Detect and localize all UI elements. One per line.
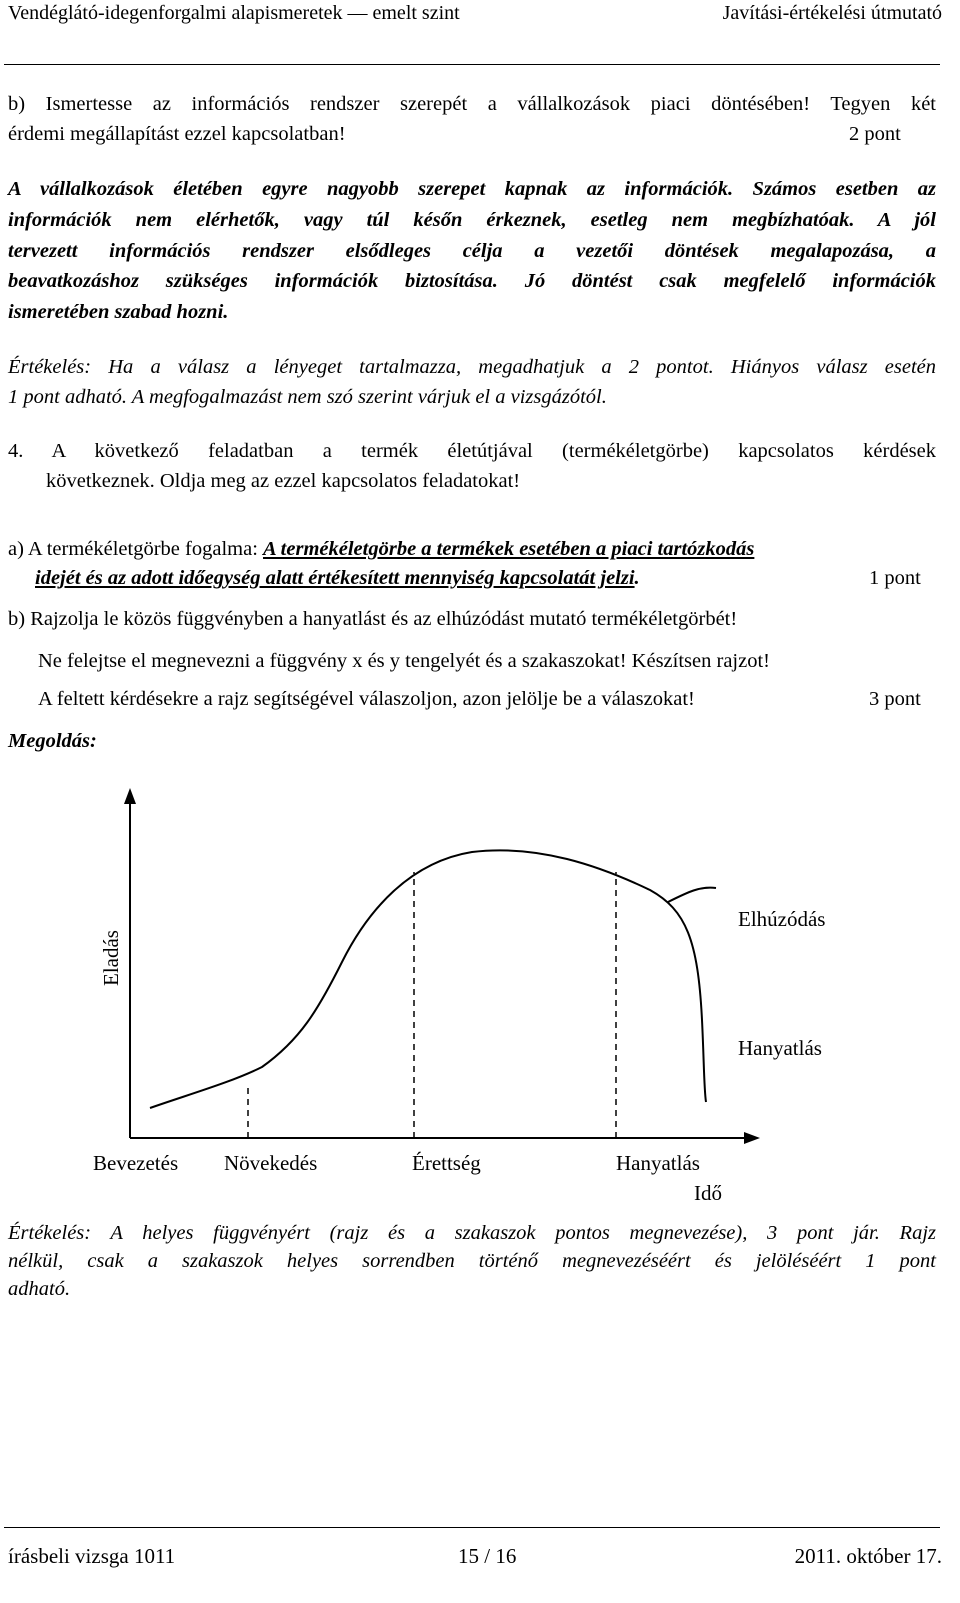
evaluation-b-line1: Értékelés: Ha a válasz a lényeget tartalmazza, megadhatjuk a 2 pontot. Hiányos válasz esetén xyxy=(8,356,936,378)
question-4a-line1 xyxy=(8,534,754,564)
question-4a-answer2-end: . xyxy=(634,567,640,589)
question-4b-line1: b) Rajzolja le közös függvényben a hanyatlást és az elhúzódást mutató termékéletgörbét! xyxy=(8,608,738,630)
footer-left: írásbeli vizsga 1011 xyxy=(8,1544,176,1568)
phase-label-growth: Növekedés xyxy=(224,1151,318,1175)
x-axis-arrow xyxy=(744,1132,760,1144)
question-4a-answer2: idejét és az adott időegység alatt értékesített mennyiség kapcsolatát jelzi xyxy=(35,567,635,589)
question-b-line1: b) Ismertesse az információs rendszer szerepét a vállalkozások piaci döntésében! Tegyen két xyxy=(8,93,936,115)
product-life-cycle-diagram xyxy=(0,780,960,1220)
question-b-line2: érdemi megállapítást ezzel kapcsolatban! xyxy=(8,123,346,145)
extension-curve xyxy=(668,888,716,902)
question-b-points: 2 pont xyxy=(849,123,901,145)
header-left: Vendéglátó-idegenforgalmi alapismeretek — emelt szint xyxy=(8,2,460,24)
decline-curve-label: Hanyatlás xyxy=(738,1036,822,1060)
task4-line2: következnek. Oldja meg az ezzel kapcsolatos feladatokat! xyxy=(46,470,521,492)
phase-label-introduction: Bevezetés xyxy=(93,1151,179,1175)
phase-label-decline: Hanyatlás xyxy=(616,1151,700,1175)
question-4b-points: 3 pont xyxy=(869,688,921,710)
answer-b-line1: A vállalkozások életében egyre nagyobb szerepet kapnak az információk. Számos esetben az xyxy=(8,178,936,200)
header-right: Javítási-értékelési útmutató xyxy=(722,2,942,24)
extension-label: Elhúzódás xyxy=(738,907,826,931)
evaluation-b-line2: 1 pont adható. A megfogalmazást nem szó szerint várjuk el a vizsgázótól. xyxy=(8,386,607,408)
question-4a-points: 1 pont xyxy=(869,567,921,589)
header-rule xyxy=(4,64,940,65)
question-4a-answer1: A termékéletgörbe a termékek esetében a piaci tartózkodás xyxy=(263,538,755,560)
decline-curve xyxy=(150,850,706,1108)
y-axis-arrow xyxy=(124,788,136,804)
evaluation-4b-line2: nélkül, csak a szakaszok helyes sorrendben történő megnevezéséért és jelöléséért 1 pont xyxy=(8,1250,936,1272)
evaluation-4b-line3: adható. xyxy=(8,1278,71,1300)
x-axis-label: Idő xyxy=(694,1181,722,1205)
answer-b-line3: tervezett információs rendszer elsődleges célja a vezetői döntések megalapozása, a xyxy=(8,240,936,262)
question-4a-line2 xyxy=(35,563,640,593)
question-4b-line2: Ne felejtse el megnevezni a függvény x és y tengelyét és a szakaszokat! Készítsen rajzot! xyxy=(38,650,770,672)
solution-label: Megoldás: xyxy=(8,730,97,752)
y-axis-label: Eladás xyxy=(99,930,123,986)
footer-page-number: 15 / 16 xyxy=(458,1544,517,1568)
answer-b-line4: beavatkozáshoz szükséges információk biztosítása. Jó döntést csak megfelelő információk xyxy=(8,270,936,292)
footer-rule xyxy=(4,1527,940,1528)
question-4b-line3: A feltett kérdésekre a rajz segítségével válaszoljon, azon jelölje be a válaszokat! xyxy=(38,688,695,710)
question-4a-prefix: a) A termékéletgörbe fogalma: xyxy=(8,538,264,560)
footer-date: 2011. október 17. xyxy=(794,1544,942,1568)
evaluation-4b-line1: Értékelés: A helyes függvényért (rajz és a szakaszok pontos megnevezése), 3 pont jár. Rajz xyxy=(8,1222,936,1244)
task4-line1: 4. A következő feladatban a termék életútjával (termékéletgörbe) kapcsolatos kérdések xyxy=(8,440,936,462)
answer-b-line2: információk nem elérhetők, vagy túl későn érkeznek, esetleg nem megbízhatóak. A jól xyxy=(8,209,936,231)
answer-b-line5: ismeretében szabad hozni. xyxy=(8,301,229,323)
phase-label-maturity: Érettség xyxy=(412,1151,481,1175)
